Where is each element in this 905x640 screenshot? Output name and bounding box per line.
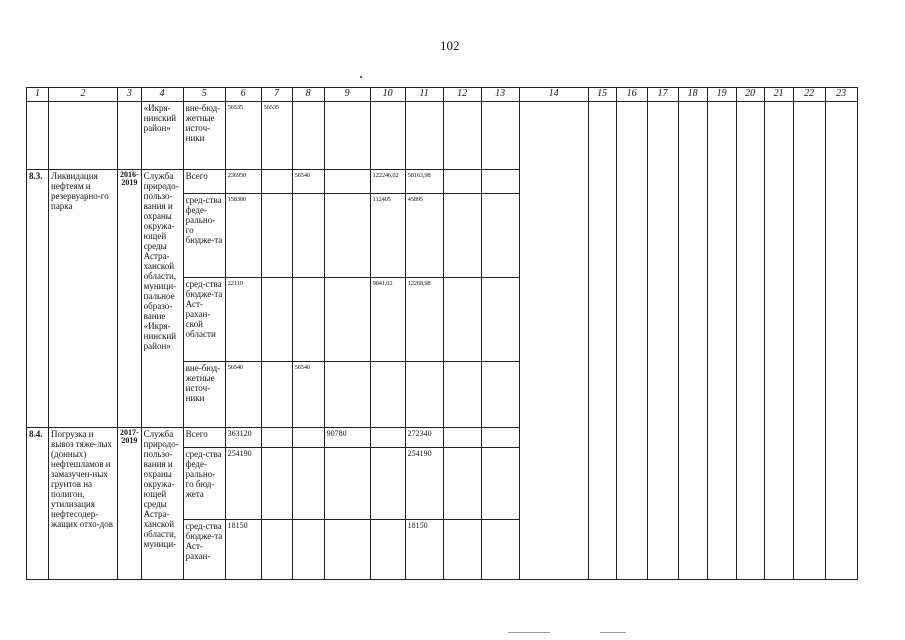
executor-cell: «Икря-нинский район»: [141, 102, 183, 170]
funding-source: Всего: [183, 428, 225, 448]
page-number: 102: [440, 38, 460, 53]
item-name: Погрузка и вывоз тяже-лых (донных) нефтешламов и замазучен-ных грунтов на полигон, утилизация нефтесодер-жащих отхо-дов: [49, 428, 118, 580]
col-num: 3: [118, 88, 142, 102]
item-code: 8.4.: [27, 428, 49, 580]
col-num: 2: [49, 88, 118, 102]
col-num: 17: [647, 88, 678, 102]
col-num: 18: [678, 88, 707, 102]
value-cell: 56535: [225, 102, 261, 170]
col-num: 22: [793, 88, 825, 102]
funding-source: сред-ства бюдже-та Аст-рахан-: [183, 520, 225, 580]
col-num: 4: [141, 88, 183, 102]
value-cell: 56540: [292, 362, 324, 428]
col-num: 21: [764, 88, 793, 102]
col-num: 8: [292, 88, 324, 102]
col-num: 1: [27, 88, 49, 102]
item-years: 2016-2019: [118, 170, 142, 428]
funding-source: Всего: [183, 170, 225, 194]
value-cell: 90780: [324, 428, 370, 448]
col-num: 13: [481, 88, 519, 102]
value-cell: 45895: [405, 194, 443, 278]
executor-cell: Служба природо-пользо-вания и охраны окружа-ющей среды Астра-ханской области, муници-: [141, 428, 183, 580]
value-cell: 56540: [292, 170, 324, 194]
scan-mark: [600, 632, 626, 633]
col-num: 15: [588, 88, 616, 102]
col-num: 19: [707, 88, 736, 102]
item-years: 2017-2019: [118, 428, 142, 580]
col-num: 16: [616, 88, 647, 102]
value-cell: 18150: [405, 520, 443, 580]
executor-cell: Служба природо-пользо-вания и охраны окружа-ющей среды Астра-ханской области, муници-пальное образо-вание «Икря-нинский район»: [141, 170, 183, 428]
funding-source: сред-ства феде-рально-го бюдже-та: [183, 194, 225, 278]
col-num: 12: [443, 88, 481, 102]
value-cell: 56535: [261, 102, 292, 170]
value-cell: 12268,98: [405, 278, 443, 362]
col-14-blank: [519, 102, 588, 580]
column-number-row: [27, 88, 858, 102]
funding-source: сред-ства бюдже-та Аст-рахан-ской области: [183, 278, 225, 362]
col-num: 7: [261, 88, 292, 102]
value-cell: 363120: [225, 428, 261, 448]
value-cell: 58163,98: [405, 170, 443, 194]
funding-source: вне-бюд-жетные источ-ники: [183, 102, 225, 170]
item-name: Ликвидация нефтеям и резервуарно-го парка: [49, 170, 118, 428]
item-code: 8.3.: [27, 170, 49, 428]
value-cell: 158300: [225, 194, 261, 278]
col-num: 11: [405, 88, 443, 102]
value-cell: 254190: [405, 448, 443, 520]
value-cell: 272340: [405, 428, 443, 448]
col-num: 9: [324, 88, 370, 102]
value-cell: 236950: [225, 170, 261, 194]
value-cell: 56540: [225, 362, 261, 428]
col-num: 23: [825, 88, 857, 102]
value-cell: 9841,02: [370, 278, 405, 362]
col-num: 14: [519, 88, 588, 102]
value-cell: 22110: [225, 278, 261, 362]
value-cell: 254190: [225, 448, 261, 520]
value-cell: 112405: [370, 194, 405, 278]
budget-table: [26, 87, 858, 580]
value-cell: 122246,02: [370, 170, 405, 194]
col-num: 6: [225, 88, 261, 102]
scan-speck: [360, 76, 362, 78]
value-cell: 18150: [225, 520, 261, 580]
scan-mark: [508, 632, 550, 633]
funding-source: сред-ства феде-рально-го бюд-жета: [183, 448, 225, 520]
table-row: [27, 102, 858, 170]
col-num: 10: [370, 88, 405, 102]
col-num: 5: [183, 88, 225, 102]
funding-source: вне-бюд-жетные источ-ники: [183, 362, 225, 428]
col-num: 20: [736, 88, 764, 102]
